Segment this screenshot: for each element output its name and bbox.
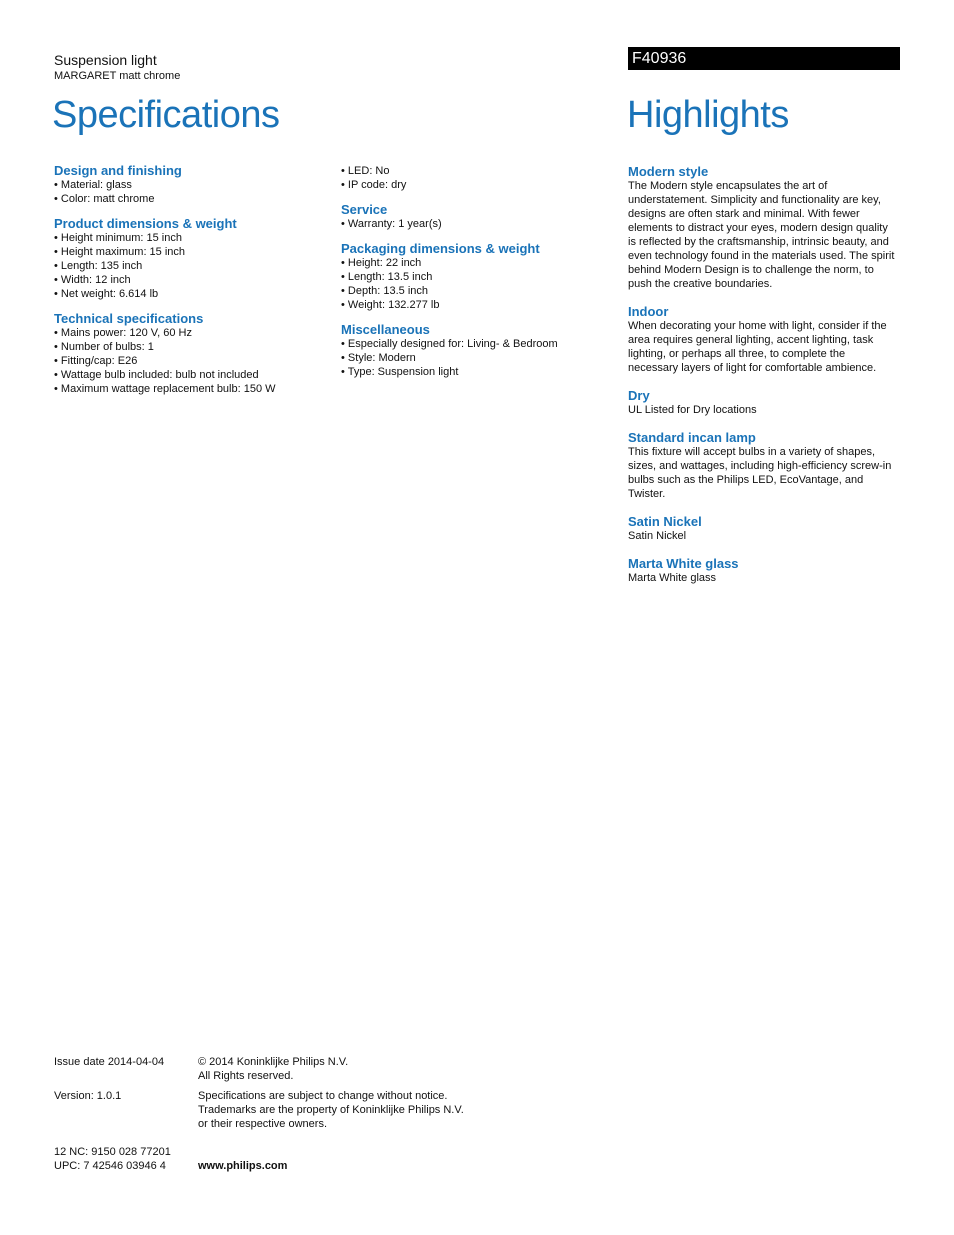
footer [54,1055,514,1179]
issue-date: Issue date 2014-04-04 [54,1056,165,1068]
highlight-text-line: area requires general lighting, accent lighting, task [628,334,874,346]
spec-item: • Especially designed for: Living- & Bedroom [341,337,601,351]
spec-section [341,323,601,379]
spec-section-heading: Miscellaneous [341,322,430,337]
highlight-text-line: is reflected by the craftsmanship, intrinsic beauty, and [628,236,889,248]
notice [198,1089,514,1131]
spec-section-heading: Technical specifications [54,311,204,326]
spec-item: • Warranty: 1 year(s) [341,217,601,231]
spec-item: • Number of bulbs: 1 [54,340,324,354]
highlight-text [628,445,902,501]
highlight-text [628,319,902,375]
spec-item: • Style: Modern [341,351,601,365]
highlight-text [628,529,902,543]
spec-section [54,312,324,396]
highlight-heading: Marta White glass [628,556,739,571]
highlight-text-line: sizes, and wattages, including high-efficiency screw-in [628,460,892,472]
highlight-text [628,571,902,585]
highlight-text-line: understatement. Simplicity and functionality are key, [628,194,881,206]
spec-list [341,217,601,231]
website-wrap [198,1145,514,1173]
highlight-text [628,403,902,417]
spec-item: • Depth: 13.5 inch [341,284,601,298]
spec-section-heading: Service [341,202,388,217]
highlight-text-line: UL Listed for Dry locations [628,404,757,416]
highlight-text-line: behind Modern Design is to challenge the norm, to [628,264,874,276]
spec-item: • LED: No [341,164,601,178]
codes [54,1145,198,1173]
product-name: MARGARET matt chrome [54,70,181,82]
spec-item: • Maximum wattage replacement bulb: 150 W [54,382,324,396]
spec-list [341,337,601,379]
spec-section [341,203,601,231]
highlight-heading: Satin Nickel [628,514,702,529]
spec-item: • Weight: 132.277 lb [341,298,601,312]
upc-code: UPC: 7 42546 03946 4 [54,1160,166,1172]
highlight-text-line: lighting, or perhaps all three, to complete the [628,348,846,360]
spec-section-heading: Design and finishing [54,163,182,178]
spec-item: • Wattage bulb included: bulb not included [54,368,324,382]
spec-item: • IP code: dry [341,178,601,192]
spec-section [54,217,324,301]
spec-item: • Mains power: 120 V, 60 Hz [54,326,324,340]
highlight-text-line: designs are often stark and minimal. With fewer [628,208,860,220]
spec-section-heading: Packaging dimensions & weight [341,241,540,256]
highlights-column [628,165,902,599]
highlight-block [628,515,902,543]
footer-row-version [54,1089,514,1131]
highlight-text-line: When decorating your home with light, consider if the [628,320,887,332]
highlight-heading: Dry [628,388,650,403]
highlight-block [628,389,902,417]
copyright [198,1055,514,1083]
specifications-title: Specifications [52,94,280,136]
spec-item: • Height minimum: 15 inch [54,231,324,245]
nc-code: 12 NC: 9150 028 77201 [54,1146,171,1158]
highlight-text [628,179,902,291]
footer-row-codes [54,1145,514,1173]
notice-line: or their respective owners. [198,1118,327,1130]
highlight-text-line: elements to distract your eyes, modern design quality [628,222,888,234]
spec-section [54,164,324,206]
spec-list [54,326,324,396]
spec-list [341,164,601,192]
copyright-line: © 2014 Koninklijke Philips N.V. [198,1056,349,1068]
spec-item: • Color: matt chrome [54,192,324,206]
highlight-text-line: Twister. [628,488,666,500]
notice-line: Trademarks are the property of Koninklijke Philips N.V. [198,1104,464,1116]
spec-item: • Length: 135 inch [54,259,324,273]
highlight-text-line: Satin Nickel [628,530,687,542]
website-link[interactable]: www.philips.com [198,1160,288,1172]
highlight-text-line: Marta White glass [628,572,717,584]
spec-section-heading: Product dimensions & weight [54,216,237,231]
highlights-title: Highlights [627,94,789,136]
highlight-block [628,557,902,585]
spec-section [341,242,601,312]
highlight-text-line: The Modern style encapsulates the art of [628,180,828,192]
highlight-heading: Modern style [628,164,709,179]
highlight-block [628,165,902,291]
product-type: Suspension light [54,52,157,68]
highlight-heading: Indoor [628,304,669,319]
spec-section-continued [341,164,601,192]
highlight-text-line: This fixture will accept bulbs in a variety of shapes, [628,446,876,458]
spec-column-1 [54,164,324,407]
spec-item: • Material: glass [54,178,324,192]
model-number-bar: F40936 [628,47,900,70]
highlight-heading: Standard incan lamp [628,430,756,445]
spec-column-2 [341,164,601,390]
highlight-text-line: push the creative boundaries. [628,278,773,290]
highlight-text-line: even technology found in the materials used. The spirit [628,250,895,262]
spec-item: • Length: 13.5 inch [341,270,601,284]
highlight-block [628,305,902,375]
spec-item: • Width: 12 inch [54,273,324,287]
notice-line: Specifications are subject to change without notice. [198,1090,448,1102]
copyright-line: All Rights reserved. [198,1070,294,1082]
spec-item: • Height: 22 inch [341,256,601,270]
version: Version: 1.0.1 [54,1090,122,1102]
footer-row-issue [54,1055,514,1083]
spec-item: • Type: Suspension light [341,365,601,379]
highlight-text-line: bulbs such as the Philips LED, EcoVantage, and [628,474,864,486]
highlight-text-line: necessary layers of light for comfortable ambience. [628,362,877,374]
spec-list [341,256,601,312]
spec-item: • Net weight: 6.614 lb [54,287,324,301]
spec-item: • Fitting/cap: E26 [54,354,324,368]
highlight-block [628,431,902,501]
spec-list [54,178,324,206]
spec-item: • Height maximum: 15 inch [54,245,324,259]
spec-list [54,231,324,301]
